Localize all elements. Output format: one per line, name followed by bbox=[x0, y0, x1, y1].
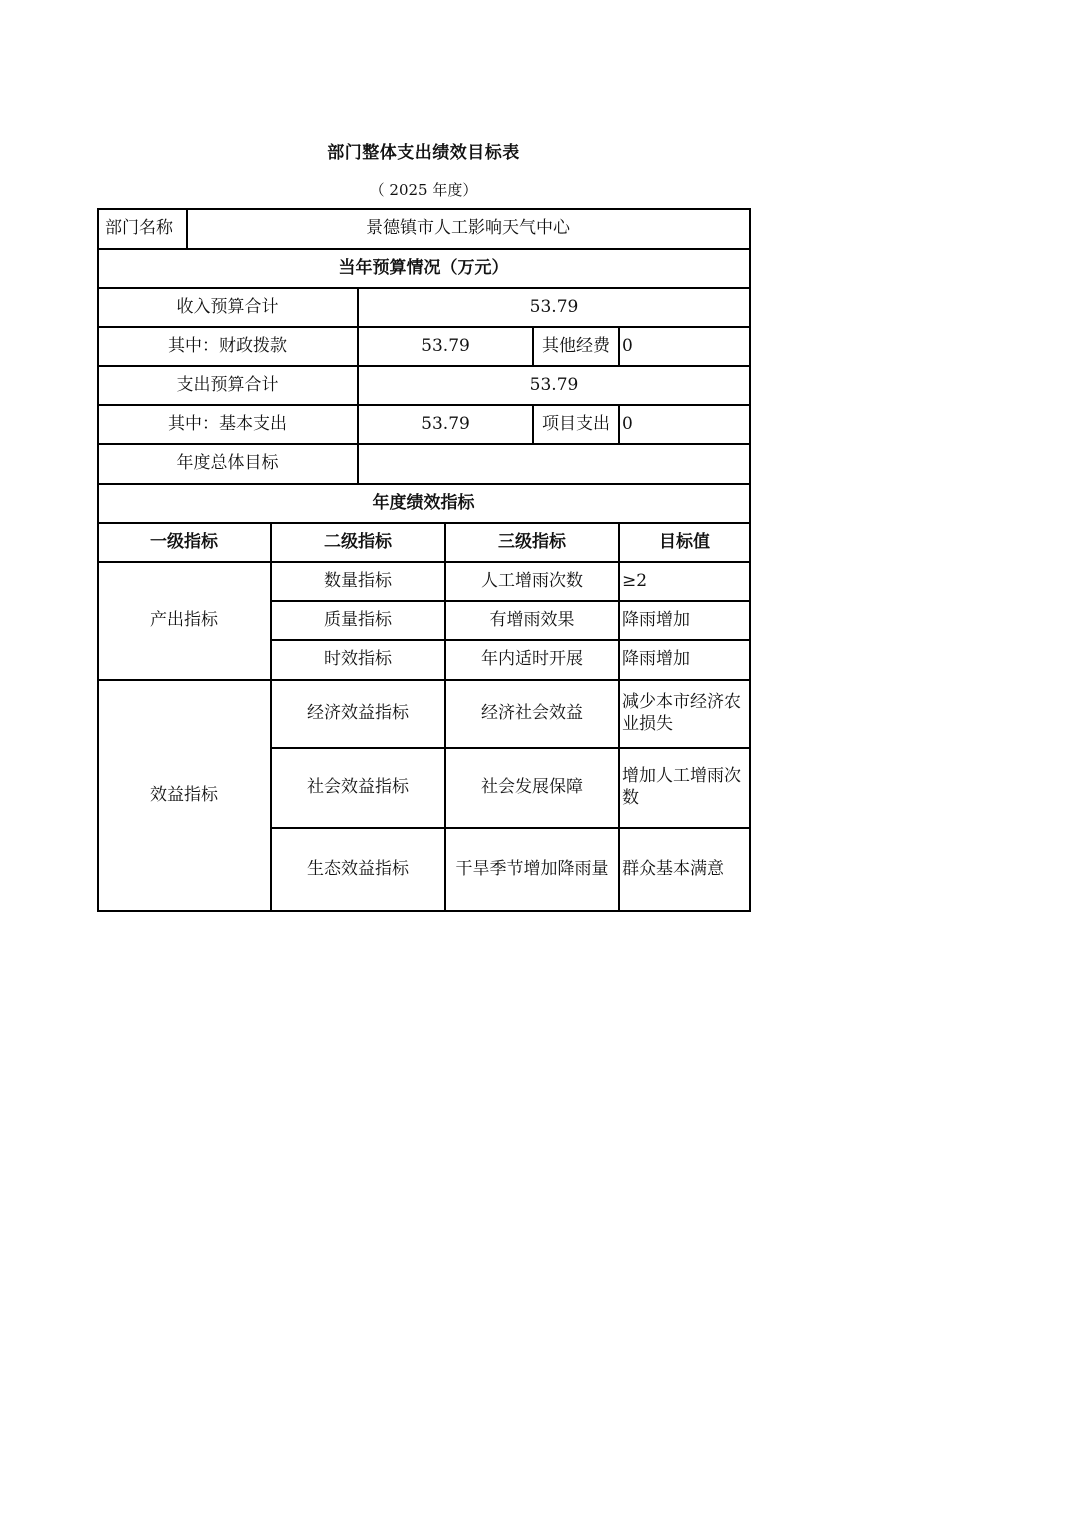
annual-goal-value bbox=[358, 443, 750, 483]
dept-label: 部门名称 bbox=[105, 218, 173, 238]
income-total-label: 收入预算合计 bbox=[176, 296, 279, 317]
row-divider bbox=[271, 747, 750, 749]
row-level3: 年内适时开展 bbox=[481, 649, 583, 669]
row-level3: 干旱季节增加降雨量 bbox=[455, 859, 609, 879]
row-target: 群众基本满意 bbox=[622, 859, 724, 879]
col-divider bbox=[186, 208, 188, 248]
row-divider bbox=[97, 365, 750, 367]
row-target: 减少本市经济农业损失 bbox=[622, 692, 741, 734]
row-level2: 经济效益指标 bbox=[307, 703, 409, 723]
row-level2: 数量指标 bbox=[324, 570, 392, 591]
table-border-bottom bbox=[97, 910, 751, 912]
row-level2: 质量指标 bbox=[324, 609, 392, 630]
expense-total-value: 53.79 bbox=[529, 374, 579, 395]
row-target: 降雨增加 bbox=[622, 609, 690, 630]
budget-section-header: 当年预算情况（万元） bbox=[338, 257, 509, 278]
col-divider bbox=[618, 522, 620, 911]
header-level2: 二级指标 bbox=[324, 531, 392, 552]
row-divider bbox=[97, 248, 750, 250]
col-divider bbox=[618, 326, 620, 365]
row-target: ≥2 bbox=[622, 570, 648, 591]
row-level3: 有增雨效果 bbox=[489, 609, 575, 630]
basic-expense-value: 53.79 bbox=[421, 413, 470, 434]
row-divider bbox=[97, 483, 750, 485]
table-border-top bbox=[97, 208, 750, 210]
row-divider bbox=[97, 522, 750, 524]
row-level2: 生态效益指标 bbox=[307, 859, 409, 879]
row-divider bbox=[271, 639, 750, 641]
fiscal-label: 其中：财政拨款 bbox=[168, 335, 287, 356]
row-divider bbox=[97, 287, 750, 289]
row-divider bbox=[97, 443, 750, 445]
col-divider bbox=[532, 326, 534, 365]
basic-expense-label: 其中：基本支出 bbox=[168, 413, 287, 434]
document-year: （ 2025 年度） bbox=[369, 181, 478, 199]
col-divider bbox=[444, 522, 446, 911]
table-border-right bbox=[749, 208, 751, 911]
row-target: 增加人工增雨次数 bbox=[622, 766, 741, 808]
row-level2: 社会效益指标 bbox=[307, 777, 409, 797]
other-funds-label: 其他经费 bbox=[542, 335, 610, 356]
row-divider bbox=[97, 404, 750, 406]
header-level1: 一级指标 bbox=[150, 531, 218, 552]
project-expense-label: 项目支出 bbox=[542, 413, 610, 434]
project-expense-value: 0 bbox=[622, 413, 633, 434]
col-divider bbox=[270, 522, 272, 911]
fiscal-value: 53.79 bbox=[421, 335, 470, 356]
row-divider bbox=[97, 679, 750, 681]
row-target: 降雨增加 bbox=[622, 649, 690, 669]
header-level3: 三级指标 bbox=[498, 531, 566, 552]
expense-total-label: 支出预算合计 bbox=[176, 374, 279, 395]
table-border-left bbox=[97, 208, 99, 911]
document-title: 部门整体支出绩效目标表 bbox=[327, 143, 520, 163]
row-level3: 社会发展保障 bbox=[481, 777, 583, 797]
row-level3: 经济社会效益 bbox=[481, 703, 583, 723]
row-divider bbox=[271, 827, 750, 829]
row-divider bbox=[271, 600, 750, 602]
row-level3: 人工增雨次数 bbox=[481, 570, 583, 591]
header-target: 目标值 bbox=[659, 531, 710, 552]
income-total-value: 53.79 bbox=[529, 296, 579, 317]
annual-goal-label: 年度总体目标 bbox=[176, 453, 279, 473]
row-divider bbox=[97, 561, 750, 563]
col-divider bbox=[618, 404, 620, 443]
group-benefit: 效益指标 bbox=[150, 785, 218, 805]
row-divider bbox=[97, 326, 750, 328]
group-output: 产出指标 bbox=[150, 610, 218, 630]
row-level2: 时效指标 bbox=[324, 649, 392, 669]
indicators-section-header: 年度绩效指标 bbox=[372, 492, 475, 513]
dept-name: 景德镇市人工影响天气中心 bbox=[366, 218, 570, 238]
other-funds-value: 0 bbox=[622, 335, 633, 356]
col-divider bbox=[357, 287, 359, 483]
col-divider bbox=[532, 404, 534, 443]
